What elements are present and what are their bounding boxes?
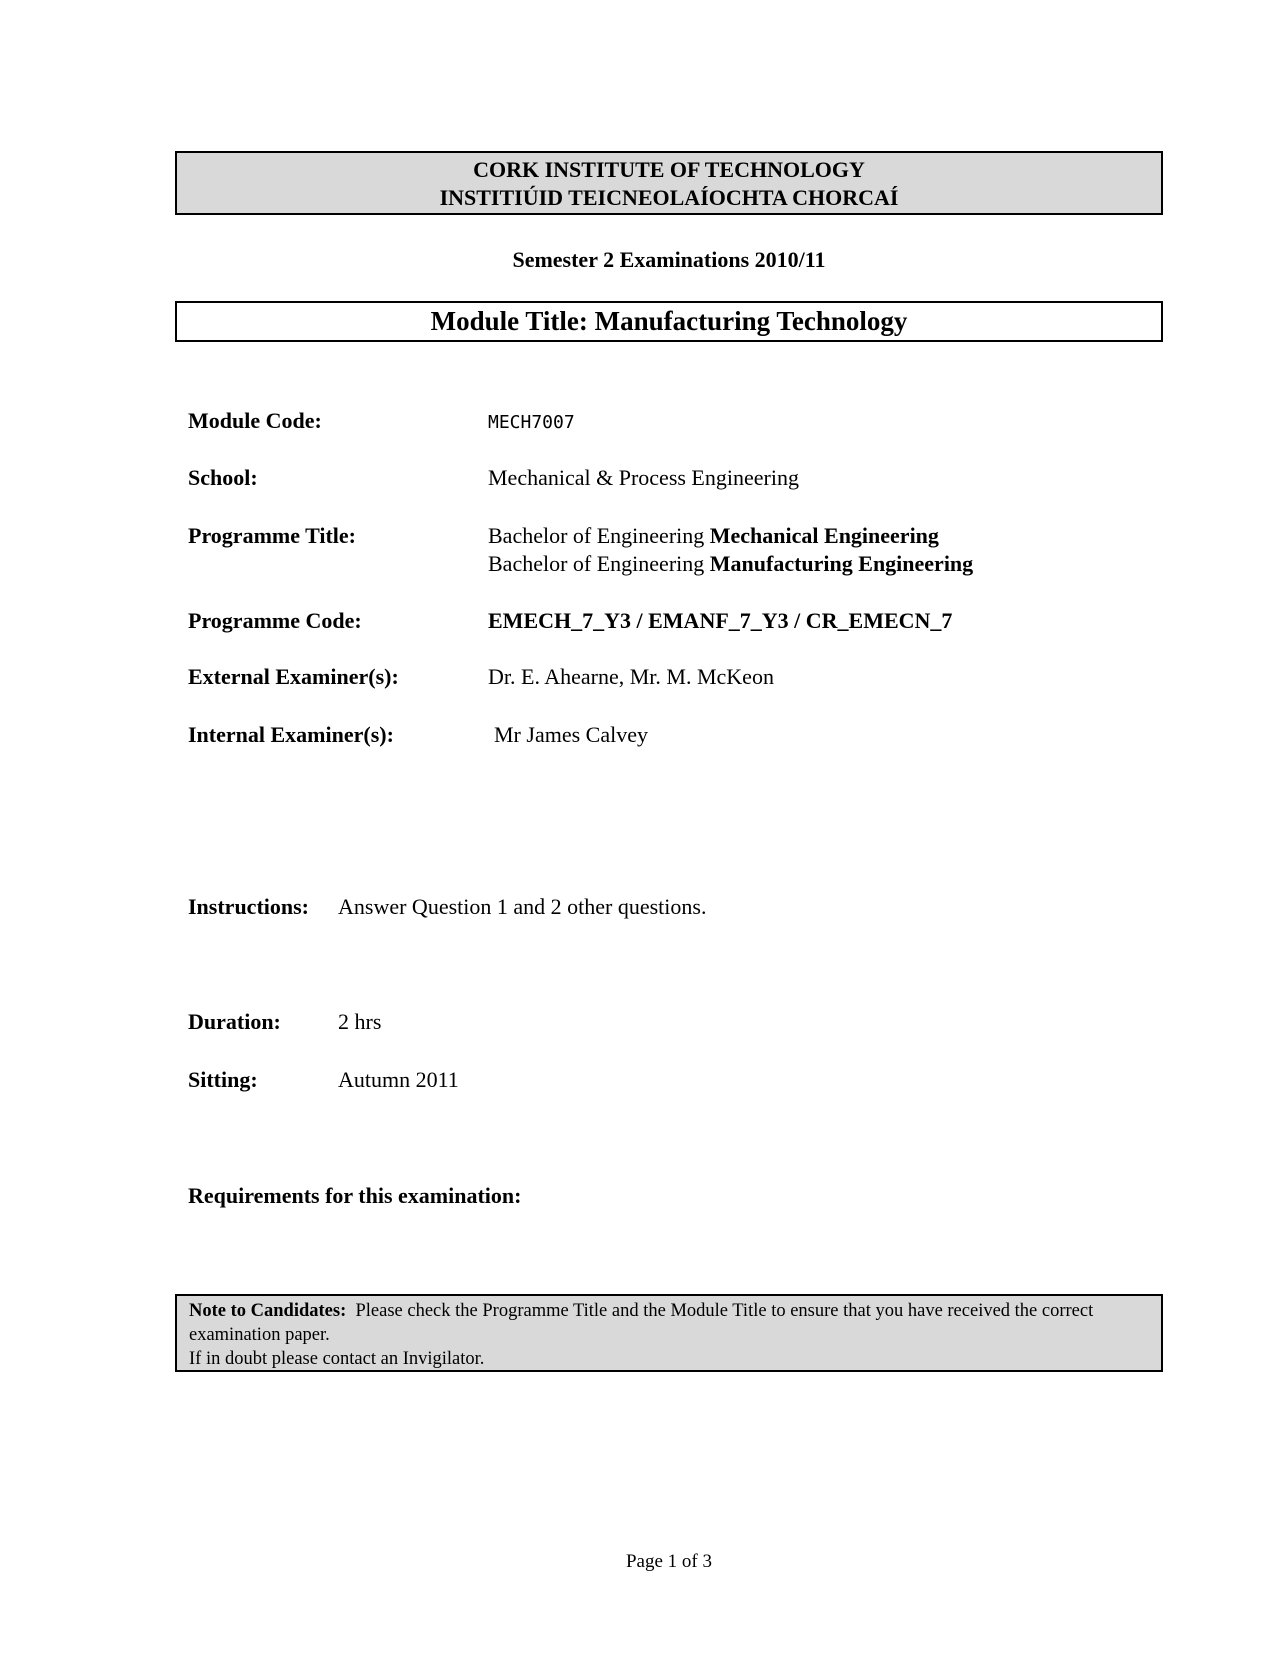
module-code-value: MECH7007: [488, 412, 575, 433]
school-label: School:: [188, 465, 258, 490]
institute-header: [175, 151, 1163, 215]
programme-title-line-1: [488, 521, 939, 550]
duration-label: Duration:: [188, 1009, 281, 1034]
institute-name-irish: INSTITIÚID TEICNEOLAÍOCHTA CHORCAÍ: [439, 185, 899, 210]
sitting-label: Sitting:: [188, 1067, 258, 1092]
module-code-label: Module Code:: [188, 408, 322, 433]
note-contact-line: If in doubt please contact an Invigilator.: [189, 1349, 485, 1369]
programme-degree-1: Bachelor of Engineering: [488, 523, 705, 548]
requirements-label: Requirements for this examination:: [188, 1183, 522, 1208]
duration-value: 2 hrs: [338, 1009, 382, 1034]
programme-discipline-2: Manufacturing Engineering: [709, 551, 974, 576]
programme-title-line-2: [488, 549, 973, 578]
internal-examiner-label: Internal Examiner(s):: [188, 722, 394, 747]
instructions-label: Instructions:: [188, 894, 310, 919]
external-examiner-label: External Examiner(s):: [188, 664, 399, 689]
note-paragraph: [189, 1299, 1149, 1347]
note-text: Please check the Programme Title and the Module Title to ensure that you have received the correct examination paper.: [189, 1301, 1094, 1345]
programme-code-label: Programme Code:: [188, 608, 362, 633]
programme-title-label: Programme Title:: [188, 523, 357, 548]
external-examiner-value: Dr. E. Ahearne, Mr. M. McKeon: [488, 664, 774, 689]
page-number: Page 1 of 3: [625, 1551, 712, 1572]
programme-code-value: EMECH_7_Y3 / EMANF_7_Y3 / CR_EMECN_7: [488, 608, 953, 633]
note-label: Note to Candidates:: [189, 1301, 347, 1321]
institute-name-english: CORK INSTITUTE OF TECHNOLOGY: [473, 157, 865, 182]
internal-examiner-value: Mr James Calvey: [494, 722, 648, 747]
school-value: Mechanical & Process Engineering: [488, 465, 799, 490]
programme-degree-2: Bachelor of Engineering: [488, 551, 705, 576]
sitting-value: Autumn 2011: [338, 1067, 459, 1092]
instructions-text: Answer Question 1 and 2 other questions.: [338, 894, 707, 919]
semester-heading: Semester 2 Examinations 2010/11: [512, 247, 826, 272]
module-title: Module Title: Manufacturing Technology: [175, 301, 1163, 342]
programme-discipline-1: Mechanical Engineering: [709, 523, 939, 548]
note-to-candidates: [175, 1294, 1163, 1372]
